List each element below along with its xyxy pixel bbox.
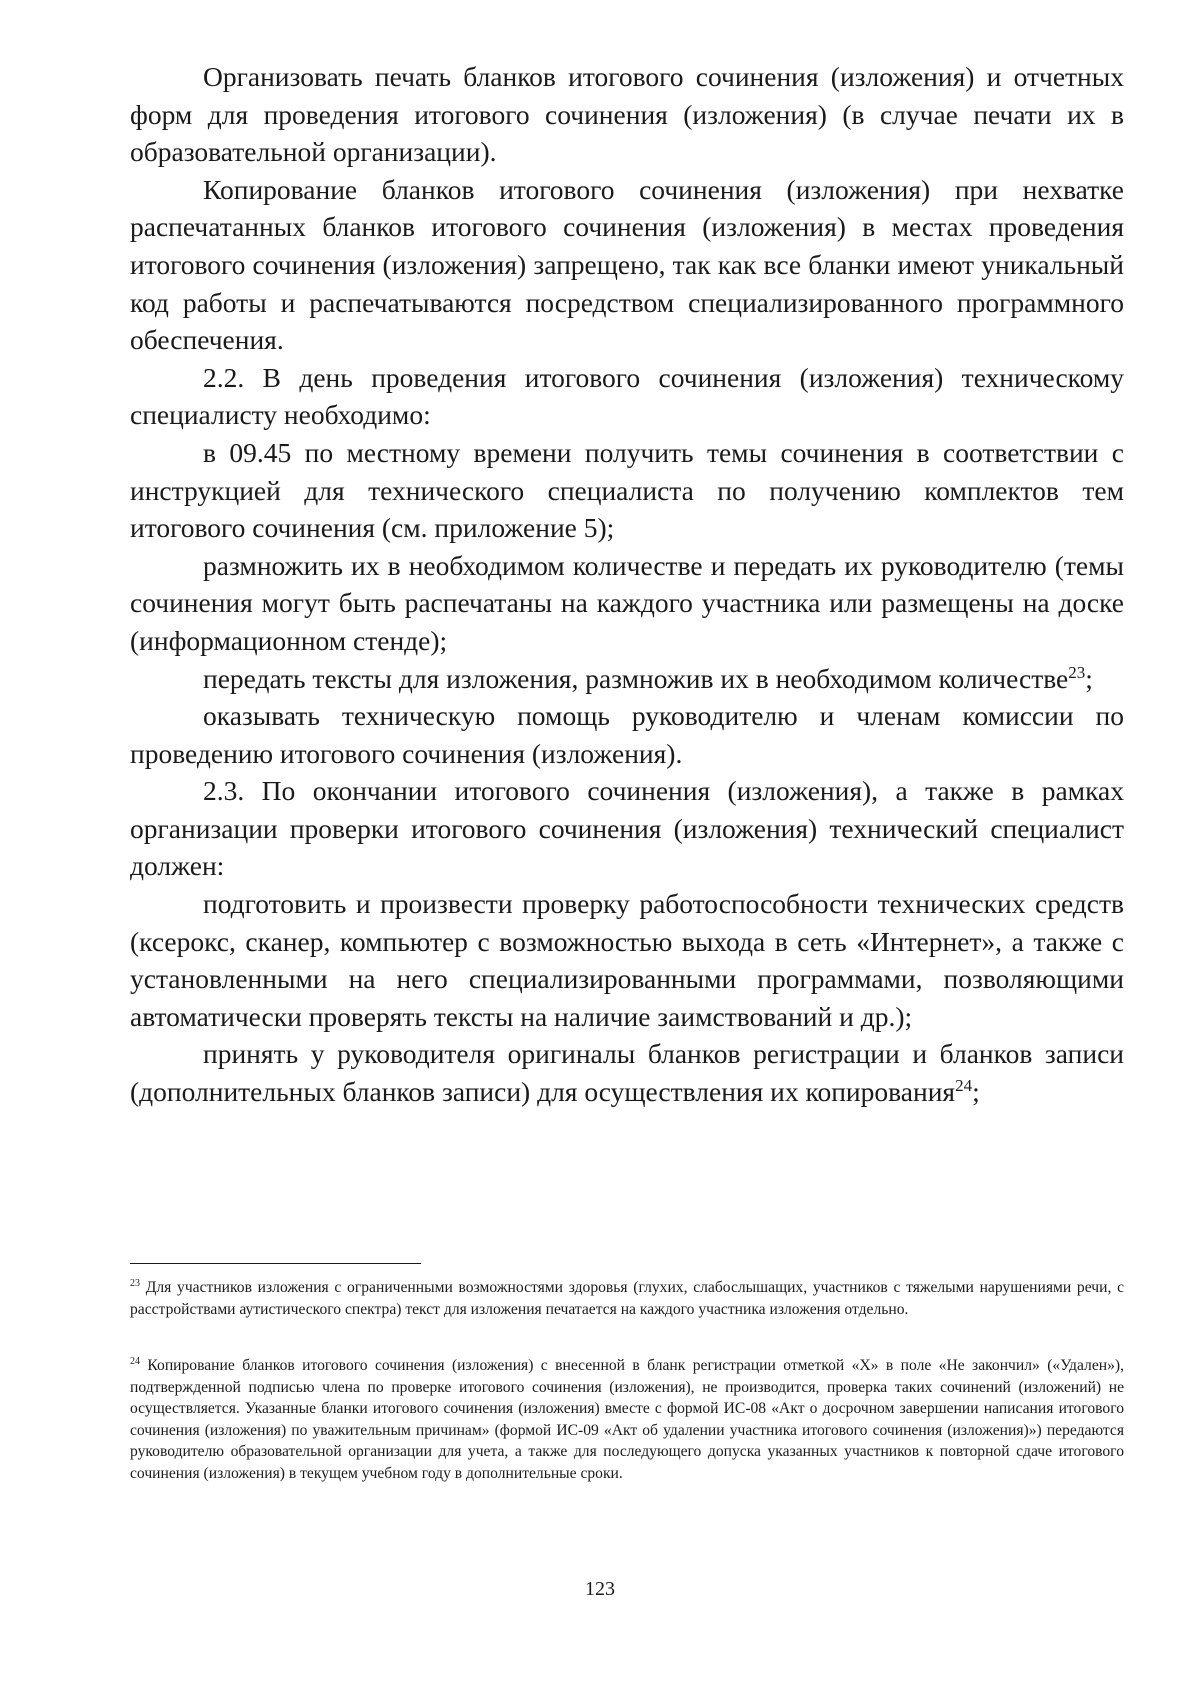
- paragraph-accept-originals-body: принять у руководителя оригиналы бланков регистрации и бланков записи (дополнительных бланков записи) для осуществления их копирования: [130, 1038, 1124, 1108]
- paragraph-get-topics: в 09.45 по местному времени получить темы сочинения в соответствии с инструкцией для технического специалиста по получению комплектов тем итогового сочинения (см. приложение 5);: [130, 436, 1124, 544]
- footnote-text-24: Копирование бланков итогового сочинения (изложения) с внесенной в бланк регистрации отметкой «Х» в поле «Не закончил» («Удален»), подтвержденной подписью члена по проверке итогового сочинения (изложения), не производится, проверка таких сочинений (изложений) не осуществляется. Указанные бланки итогового сочинения (изложения) вместе с формой ИС-08 «Акт о досрочном завершении написания итогового сочинения (изложения) по уважительным причинам» (формой ИС-09 «Акт об удалении участника итогового сочинения (изложения)») передаются руководителю образовательной организации для учета, а также для последующего допуска указанных участников к повторной сдаче итогового сочинения (изложения) в текущем учебном году в дополнительные сроки.: [130, 1357, 1124, 1482]
- main-text: [130, 58, 1124, 1111]
- paragraph-check-equipment: подготовить и произвести проверку работоспособности технических средств (ксерокс, сканер, компьютер с возможностью выхода в сеть «Интернет», а также с установленными на него специализированными программами, позволяющими автоматически проверять тексты на наличие заимствований и др.);: [130, 888, 1124, 1032]
- paragraph-section-2-3: 2.3. По окончании итогового сочинения (изложения), а также в рамках организации проверки итогового сочинения (изложения) технический специалист должен:: [130, 775, 1124, 882]
- footnote-ref-24[interactable]: 24: [955, 1075, 973, 1095]
- paragraph-multiply-topics: размножить их в необходимом количестве и передать их руководителю (темы сочинения могут быть распечатаны на каждого участника или размещены на доске (информационном стенде);: [130, 549, 1124, 656]
- paragraph-pass-texts-end: ;: [1085, 662, 1093, 694]
- paragraph-accept-originals-end: ;: [972, 1076, 980, 1108]
- footnote-ref-23[interactable]: 23: [1068, 662, 1086, 682]
- footnote-marker-23: 23: [130, 1277, 140, 1289]
- paragraph-accept-originals: [130, 1035, 1124, 1110]
- footnote-marker-24: 24: [130, 1355, 140, 1367]
- paragraph-copy-prohibited: Копирование бланков итогового сочинения (изложения) при нехватке распечатанных бланков итогового сочинения (изложения) в местах проведения итогового сочинения (изложения) запрещено, так как все бланки имеют уникальный код работы и распечатываются посредством специализированного программного обеспечения.: [130, 173, 1124, 356]
- footnote-24: [130, 1355, 1124, 1484]
- paragraph-section-2-2: 2.2. В день проведения итогового сочинения (изложения) техническому специалисту необходимо:: [130, 361, 1124, 431]
- footnote-23: [130, 1277, 1124, 1320]
- paragraph-pass-texts: [130, 660, 1124, 698]
- paragraph-pass-texts-body: передать тексты для изложения, размножив их в необходимом количестве: [203, 662, 1069, 694]
- footnote-text-23: Для участников изложения с ограниченными возможностями здоровья (глухих, слабослышащих, участников с тяжелыми нарушениями речи, с расстройствами аутистического спектра) текст для изложения печатается на каждого участника изложения отдельно.: [130, 1279, 1124, 1318]
- footnote-divider: [130, 1263, 421, 1264]
- page-number: 123: [585, 1578, 615, 1600]
- paragraph-print-forms: Организовать печать бланков итогового сочинения (изложения) и отчетных форм для проведения итогового сочинения (изложения) (в случае печати их в образовательной организации).: [130, 61, 1124, 168]
- paragraph-tech-help: оказывать техническую помощь руководителю и членам комиссии по проведению итогового сочинения (изложения).: [130, 700, 1124, 769]
